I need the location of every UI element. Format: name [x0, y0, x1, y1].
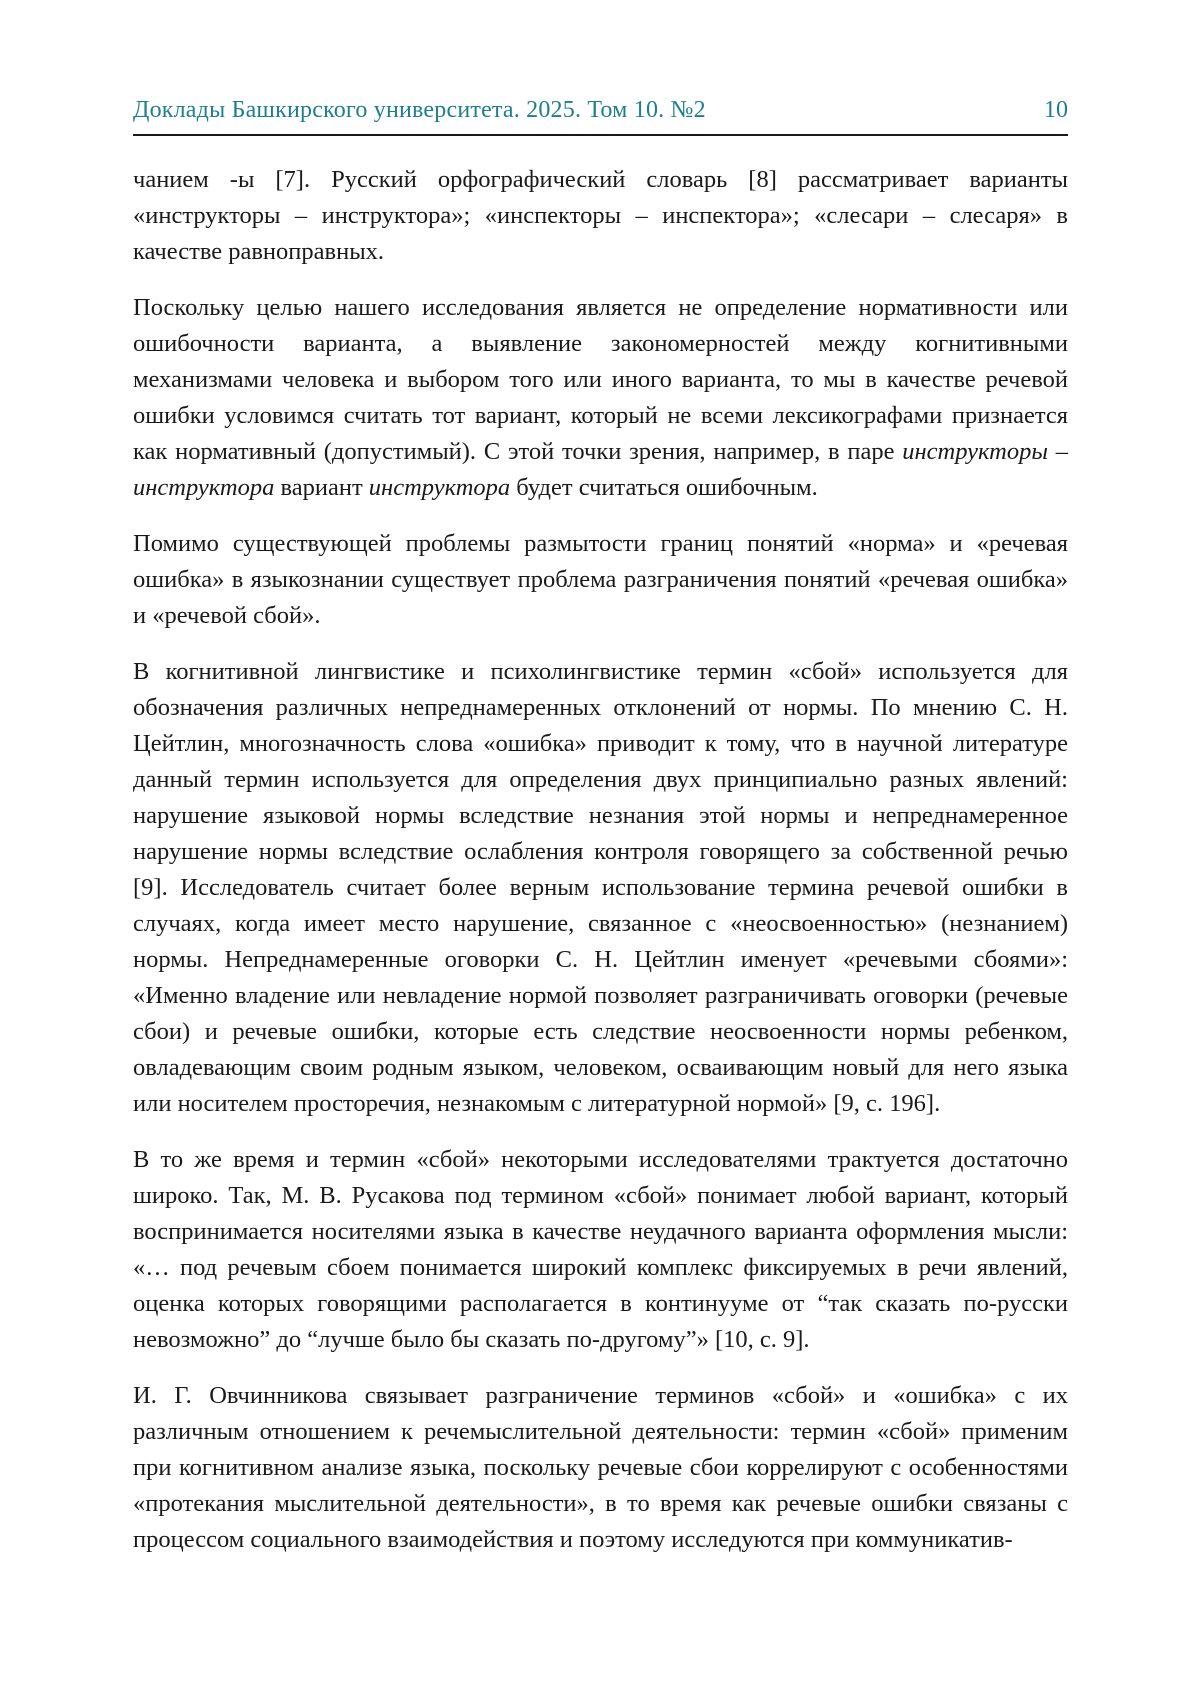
text-run: чанием -ы [7]. Русский орфографический словарь [8] рассматривает варианты «инструкторы – инструктора»; «инспекторы – инспектора»; «слесари – слесаря» в качестве равноправных.: [133, 165, 1068, 265]
text-run: Помимо существующей проблемы размытости границ понятий «норма» и «речевая ошибка» в языкознании существует проблема разграничения понятий «речевая ошибка» и «речевой сбой».: [133, 529, 1068, 629]
text-run: будет считаться ошибочным.: [510, 473, 818, 501]
paragraph-2: [133, 290, 1068, 506]
paragraph-1: [133, 162, 1068, 270]
italic-run: инструкторы – инструктора: [133, 437, 1068, 501]
paragraph-4: [133, 654, 1068, 1122]
paragraph-6: [133, 1378, 1068, 1558]
text-run: В то же время и термин «сбой» некоторыми исследователями трактуется достаточно широко. Так, М. В. Русакова под термином «сбой» понимает любой вариант, который воспринимается носителями языка в качестве неудачного варианта оформления мысли: «… под речевым сбоем понимается широкий комплекс фиксируемых в речи явлений, оценка которых говорящими располагается в континууме от “так сказать по-русски невозможно” до “лучше было бы сказать по-другому”» [10, с. 9].: [133, 1145, 1068, 1353]
text-run: Поскольку целью нашего исследования является не определение нормативности или ошибочности варианта, а выявление закономерностей между когнитивными механизмами человека и выбором того или иного варианта, то мы в качестве речевой ошибки условимся считать тот вариант, который не всеми лексикографами признается как нормативный (допустимый). С этой точки зрения, например, в паре: [133, 293, 1068, 465]
text-run: И. Г. Овчинникова связывает разграничение терминов «сбой» и «ошибка» с их различным отношением к речемыслительной деятельности: термин «сбой» применим при когнитивном анализе языка, поскольку речевые сбои коррелируют с особенностями «протекания мыслительной деятельности», в то время как речевые ошибки связаны с процессом социального взаимодействия и поэтому исследуются при коммуникатив-: [133, 1381, 1068, 1553]
text-run: В когнитивной лингвистике и психолингвистике термин «сбой» используется для обозначения различных непреднамеренных отклонений от нормы. По мнению С. Н. Цейтлин, многозначность слова «ошибка» приводит к тому, что в научной литературе данный термин используется для определения двух принципиально разных явлений: нарушение языковой нормы вследствие незнания этой нормы и непреднамеренное нарушение нормы вследствие ослабления контроля говорящего за собственной речью [9]. Исследователь считает более верным использование термина речевой ошибки в случаях, когда имеет место нарушение, связанное с «неосвоенностью» (незнанием) нормы. Непреднамеренные оговорки С. Н. Цейтлин именует «речевыми сбоями»: «Именно владение или невладение нормой позволяет разграничивать оговорки (речевые сбои) и речевые ошибки, которые есть следствие неосвоенности нормы ребенком, овладевающим своим родным языком, человеком, осваивающим новый для него языка или носителем просторечия, незнакомым с литературной нормой» [9, с. 196].: [133, 657, 1068, 1117]
page-header: [133, 96, 1068, 136]
journal-title: Доклады Башкирского университета. 2025. Том 10. №2: [133, 97, 706, 123]
page-number: 10: [1044, 97, 1068, 123]
paragraph-3: [133, 526, 1068, 634]
page-content: [133, 136, 1068, 1558]
text-run: вариант: [274, 473, 369, 501]
italic-run: инструктора: [368, 473, 511, 501]
paragraph-5: [133, 1142, 1068, 1358]
